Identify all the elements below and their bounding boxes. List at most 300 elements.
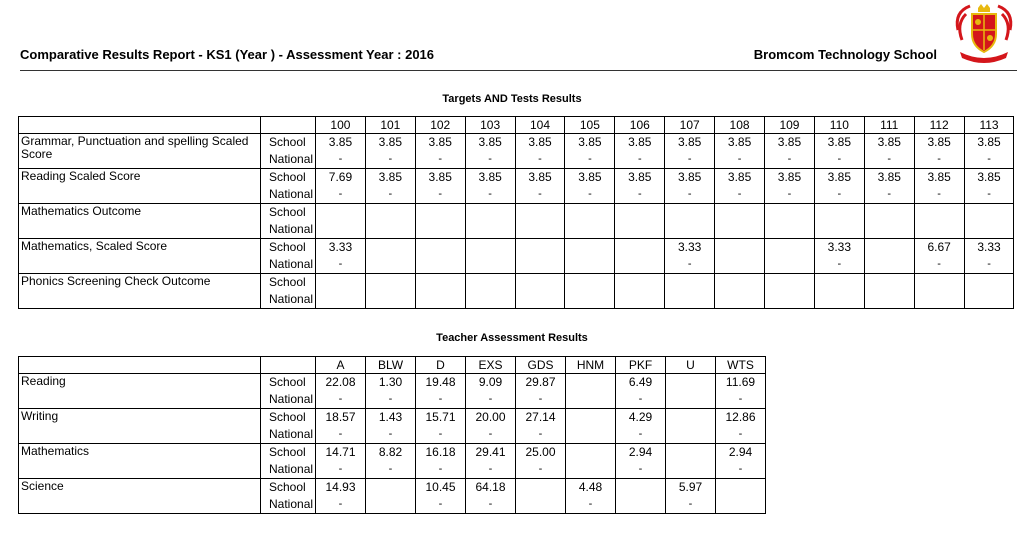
school-value: 3.85	[328, 135, 353, 149]
row-type-cell	[261, 444, 316, 479]
data-cell	[466, 479, 516, 514]
data-cell	[864, 274, 914, 309]
school-value: 16.18	[425, 445, 456, 459]
national-value	[715, 256, 764, 273]
national-value: -	[438, 428, 443, 440]
national-value: -	[338, 498, 343, 510]
row-type-cell	[261, 409, 316, 444]
school-value: 3.85	[478, 170, 502, 184]
data-cell	[964, 134, 1014, 169]
school-value: 29.41	[475, 445, 506, 459]
column-header: 102	[415, 117, 465, 134]
national-value: -	[388, 463, 393, 475]
national-value: -	[338, 258, 343, 270]
data-cell	[665, 274, 715, 309]
data-cell	[516, 479, 566, 514]
national-value	[665, 291, 714, 308]
school-value: 12.86	[725, 410, 756, 424]
school-value: 7.69	[328, 170, 353, 184]
national-value	[765, 221, 814, 238]
national-value: -	[638, 428, 643, 440]
data-cell	[515, 169, 565, 204]
column-header: 111	[864, 117, 914, 134]
national-value: -	[538, 188, 542, 200]
data-cell	[814, 239, 864, 274]
data-cell	[616, 409, 666, 444]
school-value: 22.08	[325, 375, 356, 389]
national-value: -	[787, 153, 792, 165]
school-value	[466, 239, 515, 256]
targets-table	[18, 116, 1014, 309]
national-value	[316, 291, 365, 308]
data-cell	[365, 134, 415, 169]
national-value	[316, 221, 365, 238]
column-header: 113	[964, 117, 1014, 134]
data-cell	[466, 374, 516, 409]
national-value: -	[738, 393, 743, 405]
national-value: -	[538, 393, 543, 405]
national-value	[915, 221, 964, 238]
column-header: 100	[316, 117, 366, 134]
data-cell	[416, 409, 466, 444]
data-cell	[465, 169, 515, 204]
national-value	[715, 291, 764, 308]
row-type-cell	[261, 204, 316, 239]
school-label: School	[269, 240, 306, 254]
national-value: -	[338, 428, 343, 440]
national-value	[516, 221, 565, 238]
national-label: National	[269, 152, 314, 166]
national-value	[965, 291, 1014, 308]
national-value	[516, 256, 565, 273]
school-value: 18.57	[325, 410, 356, 424]
row-label: Reading Scaled Score	[19, 169, 261, 204]
data-cell	[715, 134, 765, 169]
national-value: -	[837, 153, 842, 165]
school-value	[715, 239, 764, 256]
national-value	[565, 221, 614, 238]
national-value: -	[488, 428, 493, 440]
school-value: 3.85	[628, 135, 652, 149]
column-header: D	[416, 357, 466, 374]
national-value	[815, 291, 864, 308]
school-label: School	[269, 410, 306, 424]
national-value: -	[937, 188, 941, 200]
school-value: 2.94	[628, 445, 653, 459]
school-value	[366, 479, 415, 496]
national-label: National	[269, 257, 314, 271]
national-value: -	[488, 463, 493, 475]
row-label: Science	[19, 479, 261, 514]
school-value: 3.85	[977, 170, 1001, 184]
data-cell	[665, 134, 715, 169]
data-cell	[914, 134, 964, 169]
data-cell	[366, 409, 416, 444]
school-value	[666, 444, 715, 461]
column-header: GDS	[516, 357, 566, 374]
school-value: 3.85	[628, 170, 652, 184]
data-cell	[864, 239, 914, 274]
data-cell	[416, 444, 466, 479]
school-value	[366, 204, 415, 221]
data-cell	[566, 409, 616, 444]
row-label: Grammar, Punctuation and spelling Scaled Score	[19, 134, 261, 169]
row-type-cell	[261, 374, 316, 409]
data-cell	[964, 169, 1014, 204]
data-cell	[665, 204, 715, 239]
data-cell	[316, 409, 366, 444]
school-value: 3.85	[827, 170, 852, 184]
school-value: 3.85	[927, 170, 951, 184]
data-cell	[316, 204, 366, 239]
data-cell	[765, 239, 815, 274]
data-cell	[814, 274, 864, 309]
national-value	[865, 256, 914, 273]
school-value: 64.18	[475, 480, 506, 494]
data-cell	[765, 274, 815, 309]
data-cell	[615, 274, 665, 309]
data-cell	[416, 479, 466, 514]
data-cell	[565, 239, 615, 274]
data-cell	[716, 479, 766, 514]
national-value: -	[338, 188, 343, 200]
national-value: -	[538, 463, 543, 475]
school-value	[666, 374, 715, 391]
national-value	[765, 256, 814, 273]
school-value: 3.85	[727, 170, 752, 184]
national-value: -	[737, 188, 742, 200]
national-label: National	[269, 222, 314, 236]
school-value	[815, 274, 864, 291]
national-value: -	[638, 463, 643, 475]
school-label: School	[269, 135, 306, 149]
school-value: 25.00	[525, 445, 556, 459]
school-value: 3.85	[578, 170, 602, 184]
school-value: 3.33	[977, 240, 1001, 254]
school-value: 1.30	[378, 375, 403, 389]
school-value: 27.14	[525, 410, 556, 424]
school-value	[765, 204, 814, 221]
data-cell	[365, 169, 415, 204]
school-value	[666, 409, 715, 426]
school-value	[566, 409, 615, 426]
national-value	[865, 221, 914, 238]
table-row	[19, 409, 766, 444]
school-value: 8.82	[378, 445, 403, 459]
school-value: 3.85	[378, 170, 403, 184]
data-cell	[565, 274, 615, 309]
table-row	[19, 274, 1014, 309]
school-value	[665, 204, 714, 221]
data-cell	[566, 444, 616, 479]
national-value: -	[338, 153, 343, 165]
data-cell	[814, 204, 864, 239]
school-value	[416, 239, 465, 256]
header-blank-cell	[19, 357, 261, 374]
school-value: 3.85	[877, 170, 901, 184]
national-value	[466, 221, 515, 238]
column-header: 110	[814, 117, 864, 134]
school-value	[516, 239, 565, 256]
row-label: Phonics Screening Check Outcome	[19, 274, 261, 309]
school-value	[865, 239, 914, 256]
national-value: -	[438, 153, 443, 165]
national-value: -	[637, 153, 642, 165]
data-cell	[964, 239, 1014, 274]
school-value	[765, 274, 814, 291]
national-value: -	[987, 188, 991, 200]
school-value	[366, 274, 415, 291]
data-cell	[316, 444, 366, 479]
national-value: -	[987, 153, 991, 165]
school-value: 3.85	[528, 170, 552, 184]
report-title: Comparative Results Report - KS1 (Year ) - Assessment Year : 2016	[20, 47, 435, 62]
column-header: BLW	[366, 357, 416, 374]
national-value	[615, 221, 664, 238]
data-cell	[666, 409, 716, 444]
header-blank-cell	[261, 357, 316, 374]
school-value: 3.85	[877, 135, 901, 149]
national-value: -	[388, 153, 393, 165]
school-value	[615, 239, 664, 256]
data-cell	[415, 204, 465, 239]
data-cell	[716, 409, 766, 444]
data-cell	[366, 444, 416, 479]
school-value: 3.85	[777, 170, 802, 184]
data-cell	[814, 169, 864, 204]
data-cell	[765, 169, 815, 204]
data-cell	[316, 169, 366, 204]
national-label: National	[269, 462, 314, 476]
national-value	[565, 256, 614, 273]
row-label: Reading	[19, 374, 261, 409]
school-value: 1.43	[378, 410, 403, 424]
column-header: 109	[765, 117, 815, 134]
national-value	[416, 256, 465, 273]
data-cell	[716, 374, 766, 409]
data-cell	[415, 134, 465, 169]
data-cell	[516, 409, 566, 444]
school-value: 3.85	[678, 135, 702, 149]
school-value	[516, 204, 565, 221]
data-cell	[365, 239, 415, 274]
data-cell	[715, 204, 765, 239]
school-value: 3.85	[777, 135, 802, 149]
table-row	[19, 239, 1014, 274]
national-value: -	[638, 393, 643, 405]
school-value	[665, 274, 714, 291]
school-value	[865, 274, 914, 291]
column-header: 108	[715, 117, 765, 134]
data-cell	[366, 479, 416, 514]
data-cell	[316, 239, 366, 274]
table-row	[19, 479, 766, 514]
school-value: 29.87	[525, 375, 556, 389]
national-label: National	[269, 392, 314, 406]
school-value	[566, 374, 615, 391]
column-header: 112	[914, 117, 964, 134]
national-value: -	[937, 258, 941, 270]
data-cell	[316, 134, 366, 169]
row-type-cell	[261, 274, 316, 309]
national-value: -	[338, 393, 343, 405]
school-value: 4.29	[628, 410, 653, 424]
school-value	[765, 239, 814, 256]
national-value: -	[588, 498, 593, 510]
data-cell	[516, 374, 566, 409]
school-value: 20.00	[475, 410, 506, 424]
data-cell	[466, 444, 516, 479]
data-cell	[864, 204, 914, 239]
column-header: WTS	[716, 357, 766, 374]
school-value	[865, 204, 914, 221]
column-header: EXS	[466, 357, 516, 374]
table-row	[19, 444, 766, 479]
national-value	[666, 426, 715, 443]
national-value	[565, 291, 614, 308]
column-header: 104	[515, 117, 565, 134]
data-cell	[615, 239, 665, 274]
national-value	[416, 291, 465, 308]
column-header: 106	[615, 117, 665, 134]
national-value	[666, 461, 715, 478]
school-value	[615, 204, 664, 221]
national-value	[665, 221, 714, 238]
teacher-section-title: Teacher Assessment Results	[436, 332, 588, 344]
column-header: U	[666, 357, 716, 374]
national-value: -	[837, 188, 842, 200]
national-value: -	[438, 393, 443, 405]
national-value	[716, 496, 765, 513]
school-label: School	[269, 205, 306, 219]
column-header: 107	[665, 117, 715, 134]
school-value: 3.33	[678, 240, 702, 254]
national-value	[815, 221, 864, 238]
school-value: 15.71	[425, 410, 456, 424]
school-label: School	[269, 445, 306, 459]
school-label: School	[269, 375, 306, 389]
national-value	[965, 221, 1014, 238]
national-value: -	[588, 153, 592, 165]
school-label: School	[269, 170, 306, 184]
national-value	[666, 391, 715, 408]
national-value: -	[588, 188, 592, 200]
school-value	[915, 204, 964, 221]
data-cell	[316, 479, 366, 514]
school-value	[915, 274, 964, 291]
school-value: 3.85	[428, 135, 452, 149]
national-value: -	[688, 498, 693, 510]
national-value: -	[538, 428, 543, 440]
national-value	[765, 291, 814, 308]
school-value: 3.85	[727, 135, 752, 149]
school-value	[466, 204, 515, 221]
data-cell	[864, 169, 914, 204]
school-value	[516, 274, 565, 291]
data-cell	[615, 134, 665, 169]
school-value: 3.85	[378, 135, 403, 149]
national-value: -	[488, 153, 492, 165]
school-value: 9.09	[478, 375, 503, 389]
data-cell	[765, 134, 815, 169]
column-header: 101	[365, 117, 415, 134]
school-value	[615, 274, 664, 291]
national-value	[466, 291, 515, 308]
data-cell	[566, 374, 616, 409]
national-value: -	[438, 498, 443, 510]
national-value: -	[687, 258, 692, 270]
school-value	[316, 204, 365, 221]
national-value	[715, 221, 764, 238]
national-value	[616, 496, 665, 513]
data-cell	[415, 239, 465, 274]
national-value: -	[887, 153, 892, 165]
national-value: -	[488, 498, 493, 510]
national-value: -	[738, 463, 743, 475]
header-blank-cell	[261, 117, 316, 134]
school-value: 3.85	[428, 170, 452, 184]
teacher-assessment-table	[18, 356, 766, 514]
header-blank-cell	[19, 117, 261, 134]
national-value: -	[488, 393, 493, 405]
school-value: 11.69	[725, 375, 756, 389]
national-value: -	[538, 153, 542, 165]
national-value	[566, 461, 615, 478]
table-row	[19, 169, 1014, 204]
table-row	[19, 204, 1014, 239]
school-value: 3.85	[827, 135, 852, 149]
row-type-cell	[261, 479, 316, 514]
data-cell	[516, 444, 566, 479]
data-cell	[365, 204, 415, 239]
data-cell	[964, 204, 1014, 239]
school-value: 2.94	[728, 445, 753, 459]
data-cell	[565, 134, 615, 169]
national-value: -	[438, 463, 443, 475]
school-value: 3.85	[578, 135, 602, 149]
national-value	[416, 221, 465, 238]
school-value: 6.67	[927, 240, 951, 254]
data-cell	[666, 374, 716, 409]
national-value: -	[987, 258, 991, 270]
data-cell	[715, 169, 765, 204]
column-header: HNM	[566, 357, 616, 374]
national-value	[915, 291, 964, 308]
school-value: 14.71	[325, 445, 356, 459]
data-cell	[565, 204, 615, 239]
row-type-cell	[261, 239, 316, 274]
column-header: 105	[565, 117, 615, 134]
column-header: A	[316, 357, 366, 374]
school-value: 14.93	[325, 480, 356, 494]
data-cell	[914, 239, 964, 274]
school-value	[366, 239, 415, 256]
data-cell	[366, 374, 416, 409]
school-value: 19.48	[425, 375, 456, 389]
national-value	[615, 291, 664, 308]
national-value: -	[737, 153, 742, 165]
data-cell	[465, 204, 515, 239]
national-value	[516, 291, 565, 308]
national-value	[516, 496, 565, 513]
data-cell	[415, 169, 465, 204]
national-value	[566, 426, 615, 443]
national-value	[366, 221, 415, 238]
national-value: -	[687, 188, 692, 200]
school-value	[516, 479, 565, 496]
data-cell	[515, 204, 565, 239]
school-value: 10.45	[425, 480, 456, 494]
